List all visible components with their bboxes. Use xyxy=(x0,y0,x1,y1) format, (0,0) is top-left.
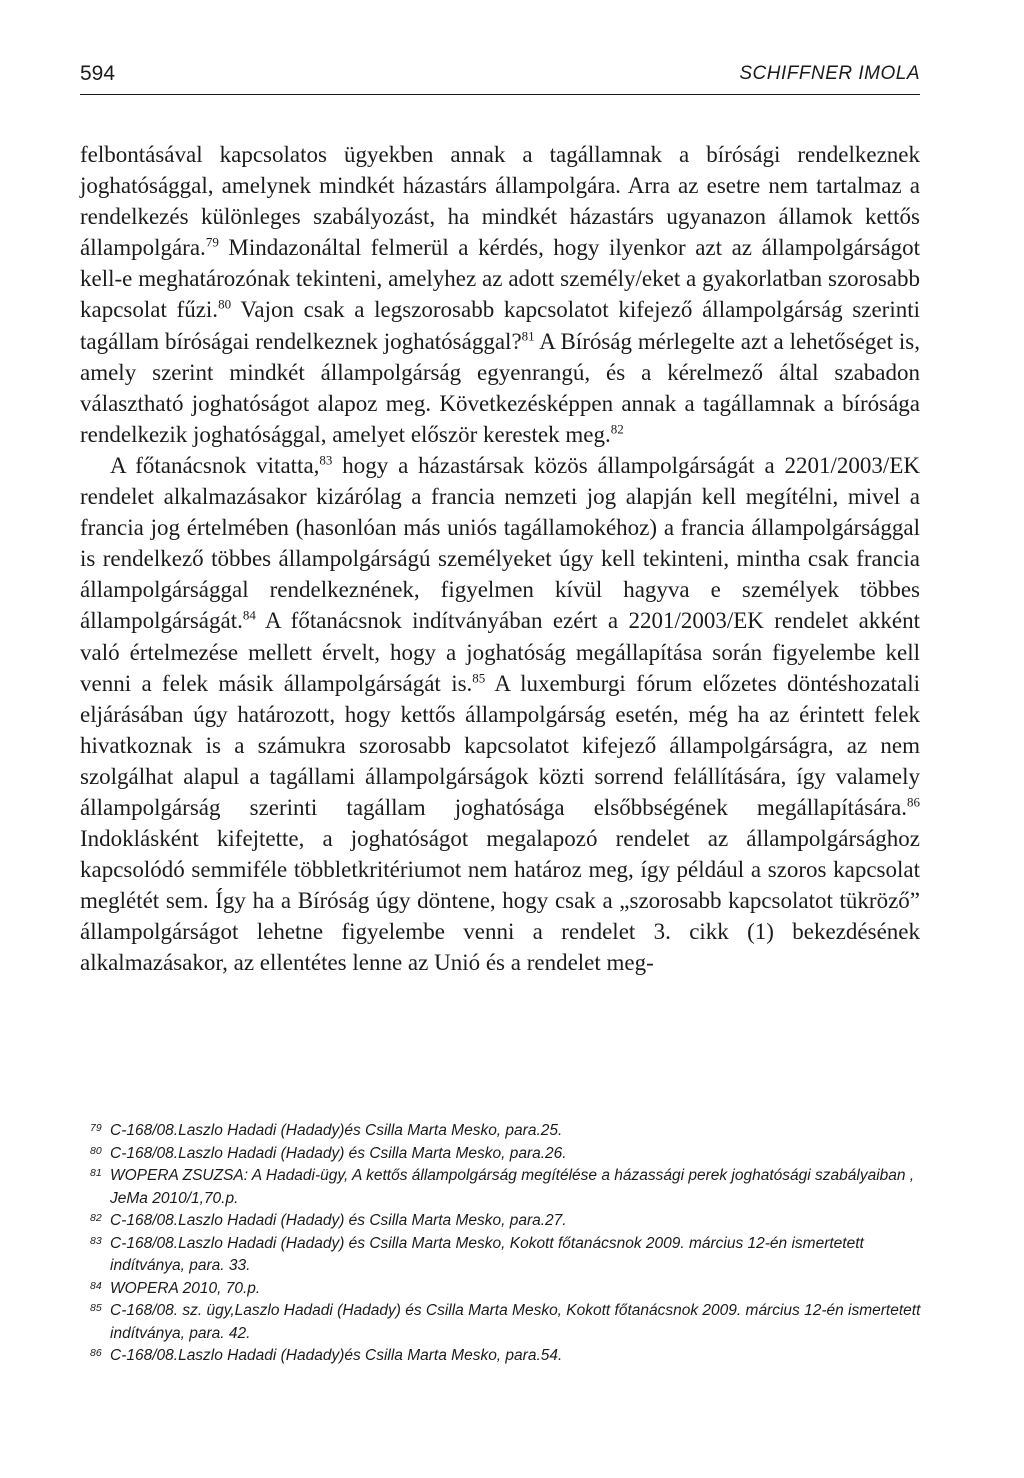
footnote-number: 86 xyxy=(90,1347,102,1359)
text-run: Mindazonáltal felmerül a kérdés, hogy ilyenkor azt az állampolgárságot kell-e meghatározónak tekinteni, amelyhez az adott személy/eket a gyakorlatban szorosabb kapcsolat fűzi. xyxy=(80,235,920,323)
running-head: SCHIFFNER IMOLA xyxy=(739,63,920,84)
footnote-text: C-168/08.Laszlo Hadadi (Hadady) és Csilla Marta Mesko, para.26. xyxy=(110,1144,567,1162)
footnote-text: WOPERA ZSUZSA: A Hadadi-ügy, A kettős állampolgárság megítélése a házassági perek joghatósági szabályaiban , JeMa 2010/1,70.p. xyxy=(110,1167,915,1207)
footnote-ref-85: 85 xyxy=(472,669,486,685)
footnote-ref-83: 83 xyxy=(319,452,333,468)
footnote-ref-79: 79 xyxy=(205,234,219,250)
header-rule xyxy=(80,94,920,95)
footnote-ref-86: 86 xyxy=(907,794,920,810)
footnote-number: 85 xyxy=(90,1302,102,1314)
text-run: A főtanácsnok indítványában ezért a 2201/2003/EK rendelet akként való értelmezése mellett érvelt, hogy a joghatóság megállapítása során figyelembe kell venni a felek másik állampolgárságát is. xyxy=(80,608,920,696)
page-number: 594 xyxy=(80,62,116,85)
footnote-number: 83 xyxy=(90,1234,102,1247)
footnote-number: 80 xyxy=(90,1144,102,1157)
footnote-number: 79 xyxy=(90,1122,102,1134)
text-run: felbontásával kapcsolatos ügyekben annak a tagállamnak a bírósági rendelkeznek joghatósággal, amelynek mindkét házastárs állampolgára. Arra az esetre nem tartalmaz a rendelkezés különleges szabályozást, ha mindkét házastárs ugyanazon államok kettős állampolgára. xyxy=(80,142,920,261)
footnote xyxy=(90,1278,922,1301)
text-run: Indoklásként kifejtette, a joghatóságot megalapozó rendelet az állampolgársághoz kapcsolódó semmiféle többletkritériumot nem határoz meg, így például a szoros kapcsolat meglétét sem. Így ha a Bíróság úgy döntene, hogy csak a „szorosabb kapcsolatot tükröző” állampolgárságot lehetne figyelembe venni a rendelet 3. cikk (1) bekezdésének alkalmazásakor, az ellentétes lenne az Unió és a rendelet meg- xyxy=(80,826,920,976)
body-paragraph xyxy=(80,139,920,450)
footnotes xyxy=(90,1120,922,1368)
text-run: A főtanácsnok vitatta, xyxy=(110,452,320,478)
footnote-ref-80: 80 xyxy=(218,296,232,312)
footnote xyxy=(90,1233,922,1278)
footnote-number: 81 xyxy=(90,1167,102,1179)
footnote xyxy=(90,1165,922,1210)
text-run: Vajon csak a legszorosabb kapcsolatot kifejező állampolgárság szerinti tagállam bíróságai rendelkeznek joghatósággal? xyxy=(80,297,920,354)
footnote-number: 82 xyxy=(90,1212,102,1224)
body-text xyxy=(80,139,920,979)
footnote-text: WOPERA 2010, 70.p. xyxy=(110,1279,261,1297)
text-run: A luxemburgi fórum előzetes döntéshozatali eljárásában úgy határozott, hogy kettős állampolgárság esetén, még ha az érintett felek hivatkoznak is a számukra szorosabb kapcsolatot kifejező állampolgárságra, az nem szolgálhat alapul a tagállami állampolgárságok közti sorrend felállítására, így valamely állampolgárság szerinti tagállam joghatósága elsőbbségének megállapítására. xyxy=(80,670,920,820)
text-run: hogy a házastársak közös állampolgárságát a 2201/2003/EK rendelet alkalmazásakor kizárólag a francia nemzeti jog alapján kell megítélni, mivel a francia jog értelmében (hasonlóan más uniós tagállamokéhoz) a francia állampolgársággal is rendelkező többes állampolgárságú személyeket úgy kell tekinteni, mintha csak francia állampolgársággal rendelkeznének, figyelmen kívül hagyva e személyek többes állampolgárságát. xyxy=(80,452,920,634)
footnote xyxy=(90,1120,922,1143)
footnote-text: C-168/08. sz. ügy,Laszlo Hadadi (Hadady) és Csilla Marta Mesko, Kokott főtanácsnok 2009. március 12-én ismertetett indítványa, para. 42. xyxy=(110,1302,921,1342)
footnote-text: C-168/08.Laszlo Hadadi (Hadady) és Csilla Marta Mesko, para.27. xyxy=(110,1212,567,1229)
footnote xyxy=(90,1210,922,1233)
footnote xyxy=(90,1300,922,1345)
page-header xyxy=(80,62,920,90)
footnote xyxy=(90,1143,922,1166)
footnote-ref-81: 81 xyxy=(521,327,535,343)
footnote xyxy=(90,1345,922,1368)
footnote-number: 84 xyxy=(90,1279,102,1292)
footnote-ref-82: 82 xyxy=(610,421,624,437)
text-run: A Bíróság mérlegelte azt a lehetőséget is, amely szerint mindkét állampolgárság egyenrangú, és a kérelmező által szabadon választható joghatóságot alapoz meg. Következésképpen annak a tagállamnak a bírósága rendelkezik joghatósággal, amelyet először kerestek meg. xyxy=(80,328,920,447)
footnote-text: C-168/08.Laszlo Hadadi (Hadady)és Csilla Marta Mesko, para.25. xyxy=(110,1122,563,1139)
body-paragraph xyxy=(80,450,920,979)
footnote-text: C-168/08.Laszlo Hadadi (Hadady)és Csilla Marta Mesko, para.54. xyxy=(110,1347,563,1364)
footnote-text: C-168/08.Laszlo Hadadi (Hadady) és Csilla Marta Mesko, Kokott főtanácsnok 2009. március 12-én ismertetett indítványa, para. 33. xyxy=(110,1234,864,1274)
footnote-ref-84: 84 xyxy=(242,607,256,623)
